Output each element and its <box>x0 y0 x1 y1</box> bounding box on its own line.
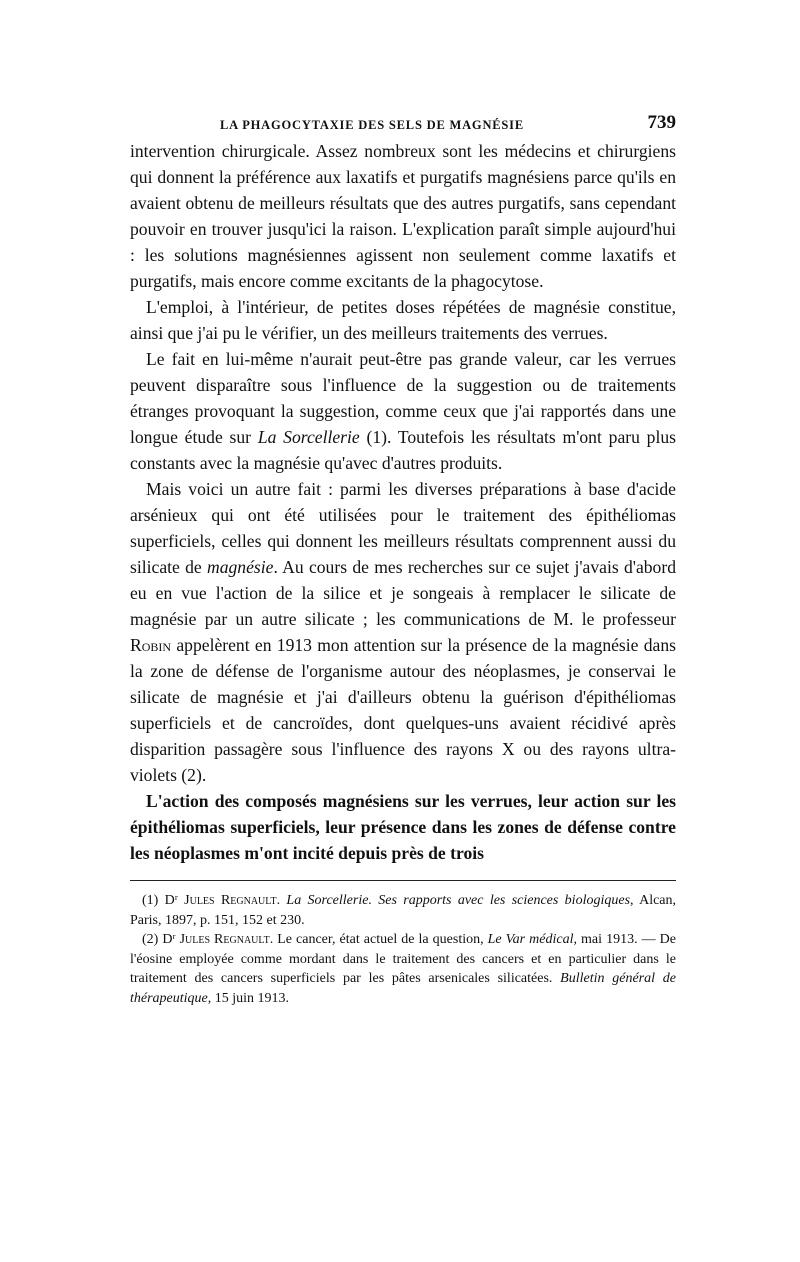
main-text <box>130 138 676 866</box>
paragraph-4-text-b: . Au cours de mes recherches sur ce sujet j'avais d'abord eu en vue l'action de la silice et je songeais à remplacer le silicate de magnésie par un autre silicate ; les communications de M. le professeur <box>130 557 676 629</box>
footnote-2-prefix: (2) Dʳ <box>142 932 180 948</box>
footnote-2 <box>130 930 676 1008</box>
paragraph-3 <box>130 346 676 476</box>
name-robin: Robin <box>130 635 172 655</box>
page <box>130 110 676 1009</box>
footnote-2-text-c: , 15 juin 1913. <box>207 990 290 1006</box>
paragraph-3-text-a: Le fait en lui-même n'aurait peut-être pas grande valeur, car les verrues peuvent disparaître sous l'influence de la suggestion ou de traitements étranges provoquant la suggestion, comme ceux que j'ai rapportés dans une longue étude sur <box>130 349 676 447</box>
paragraph-5: L'action des composés magnésiens sur les verrues, leur action sur les épithéliomas superficiels, leur présence dans les zones de défense contre les néoplasmes m'ont incité depuis près de trois <box>130 791 676 863</box>
footnote-divider <box>130 880 676 881</box>
page-number: 739 <box>647 112 676 133</box>
paragraph-1: intervention chirurgicale. Assez nombreux sont les médecins et chirurgiens qui donnent la préférence aux laxatifs et purgatifs magnésiens parce qu'ils en avaient obtenu de meilleurs résultats que des autres purgatifs, sans cependant pouvoir en trouver jusqu'ici la raison. L'explication paraît simple aujourd'hui : les solutions magnésiennes agissent non seulement comme laxatifs et purgatifs, mais encore comme excitants de la phagocytose. <box>130 141 676 291</box>
footnote-2-journal-1: Le Var médical <box>487 932 574 948</box>
paragraph-4-text-c: appelèrent en 1913 mon attention sur la présence de la magnésie dans la zone de défense de l'organisme autour des néoplasmes, je conservai le silicate de magnésie et j'ai d'ailleurs obtenu la guérison d'épithéliomas superficiels et de cancroïdes, dont quelques-uns avaient récidivé après disparition passagère sous l'influence des rayons X ou des rayons ultra-violets (2). <box>130 635 676 785</box>
footnotes <box>130 891 676 1009</box>
footnote-2-text-b: , mai 1913. — De l'éosine employée comme mordant dans le traitement des cancers et en particulier dans le traitement des cancers superficiels par les pâtes arsenicales silicatées. <box>130 932 676 987</box>
footnote-1-rest: , Alcan, Paris, 1897, p. 151, 152 et 230. <box>130 893 677 928</box>
footnote-1-sep: . <box>276 893 287 908</box>
running-title: LA PHAGOCYTAXIE DES SELS DE MAGNÉSIE <box>220 118 524 132</box>
footnote-2-text-a: . Le cancer, état actuel de la question, <box>269 932 488 948</box>
paragraph-3-text-b: (1). Toutefois les résultats m'ont paru plus constants avec la magnésie qu'avec d'autres produits. <box>130 427 677 473</box>
paragraph-2: L'emploi, à l'intérieur, de petites doses répétées de magnésie constitue, ainsi que j'ai pu le vérifier, un des meilleurs traitements des verrues. <box>130 297 676 343</box>
footnote-2-journal-2: Bulletin général de thérapeutique <box>130 971 676 1006</box>
running-header <box>130 110 676 138</box>
footnote-1-author: Jules Regnault <box>184 893 277 908</box>
footnote-1-prefix: (1) Dʳ <box>142 893 185 908</box>
paragraph-4 <box>130 476 676 788</box>
footnote-1 <box>130 891 676 930</box>
footnote-2-author: Jules Regnault <box>179 932 270 948</box>
footnote-1-title: La Sorcellerie. Ses rapports avec les sciences biologiques <box>286 893 631 908</box>
paragraph-4-text-a: Mais voici un autre fait : parmi les diverses préparations à base d'acide arsénieux qui ont été utilisées pour le traitement des épithéliomas superficiels, celles qui donnent les meilleurs résultats comprennent aussi du silicate de <box>130 479 676 577</box>
emphasis-magnesie: magnésie <box>207 557 274 577</box>
book-title-la-sorcellerie: La Sorcellerie <box>257 427 360 447</box>
